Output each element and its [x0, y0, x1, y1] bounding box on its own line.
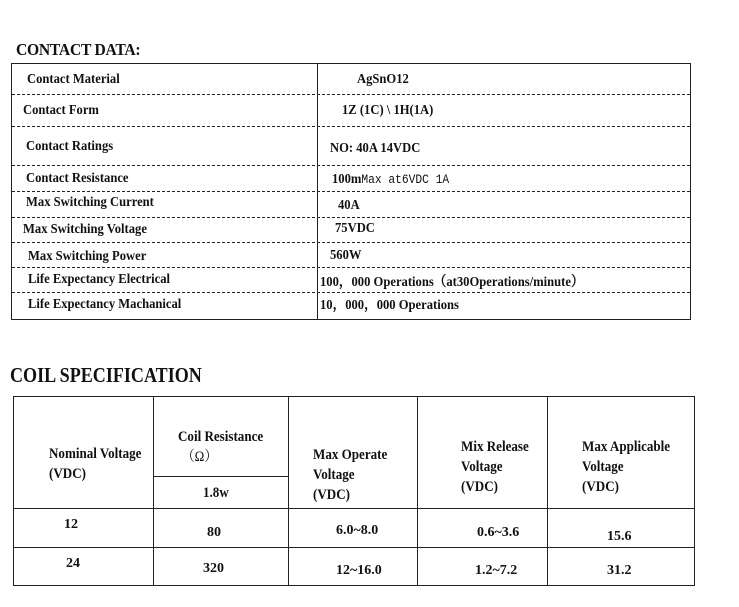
header-max-operate-voltage: Max Operate Voltage (VDC): [313, 447, 388, 503]
life-expectancy-electrical-value: 100，000 Operations（at30Operations/minute）: [320, 275, 584, 290]
row-1-applicable: 15.6: [607, 529, 632, 544]
row-separator: [12, 191, 690, 192]
header-coil-resistance: Coil Resistance （Ω）: [178, 429, 264, 465]
contact-material-label: Contact Material: [27, 72, 120, 87]
contact-resistance-value-extra: Max at6VDC 1A: [361, 173, 450, 187]
contact-material-value: AgSnO12: [357, 72, 409, 87]
contact-resistance-label: Contact Resistance: [26, 171, 129, 186]
row-separator: [153, 476, 288, 477]
row-separator: [12, 242, 690, 243]
header-max-applicable-voltage: Max Applicable Voltage (VDC): [582, 439, 671, 495]
contact-ratings-value: NO: 40A 14VDC: [330, 141, 421, 156]
column-divider: [547, 397, 548, 585]
row-2-applicable: 31.2: [607, 563, 632, 578]
contact-data-table: [11, 63, 691, 320]
contact-data-title: CONTACT DATA:: [16, 40, 141, 59]
row-separator: [12, 94, 690, 95]
max-switching-current-value: 40A: [338, 198, 360, 213]
row-separator: [14, 508, 694, 509]
column-divider: [417, 397, 418, 585]
max-switching-voltage-label: Max Switching Voltage: [23, 222, 147, 237]
contact-resistance-value: [332, 172, 449, 188]
column-divider: [153, 397, 154, 585]
coil-specification-title: COIL SPECIFICATION: [10, 363, 202, 387]
max-switching-voltage-value: 75VDC: [335, 221, 375, 236]
row-1-operate: 6.0~8.0: [336, 523, 379, 538]
life-expectancy-electrical-label: Life Expectancy Electrical: [28, 272, 171, 287]
row-separator: [12, 267, 690, 268]
max-switching-power-value: 560W: [330, 248, 362, 263]
row-separator: [12, 217, 690, 218]
header-nominal-voltage: Nominal Voltage (VDC): [49, 446, 142, 482]
row-2-operate: 12~16.0: [336, 563, 382, 578]
row-2-release: 1.2~7.2: [475, 563, 518, 578]
row-1-resistance: 80: [207, 525, 221, 540]
row-1-nominal: 12: [64, 517, 78, 532]
row-separator: [12, 126, 690, 127]
row-separator: [12, 165, 690, 166]
max-switching-power-label: Max Switching Power: [28, 249, 147, 264]
contact-form-value: 1Z (1C) \ 1H(1A): [342, 103, 434, 118]
contact-resistance-value-main: 100m: [332, 172, 362, 187]
life-expectancy-mechanical-value: 10，000，000 Operations: [320, 298, 459, 313]
contact-form-label: Contact Form: [23, 103, 99, 118]
coil-specification-table: [13, 396, 695, 586]
row-separator: [12, 292, 690, 293]
row-2-resistance: 320: [203, 561, 224, 576]
header-coil-power: 1.8w: [203, 485, 229, 501]
column-divider: [288, 397, 289, 585]
row-2-nominal: 24: [66, 556, 80, 571]
row-1-release: 0.6~3.6: [477, 525, 520, 540]
life-expectancy-mechanical-label: Life Expectancy Machanical: [28, 297, 182, 312]
row-separator: [14, 547, 694, 548]
contact-ratings-label: Contact Ratings: [26, 139, 114, 154]
max-switching-current-label: Max Switching Current: [26, 195, 154, 210]
header-mix-release-voltage: Mix Release Voltage (VDC): [461, 439, 529, 495]
